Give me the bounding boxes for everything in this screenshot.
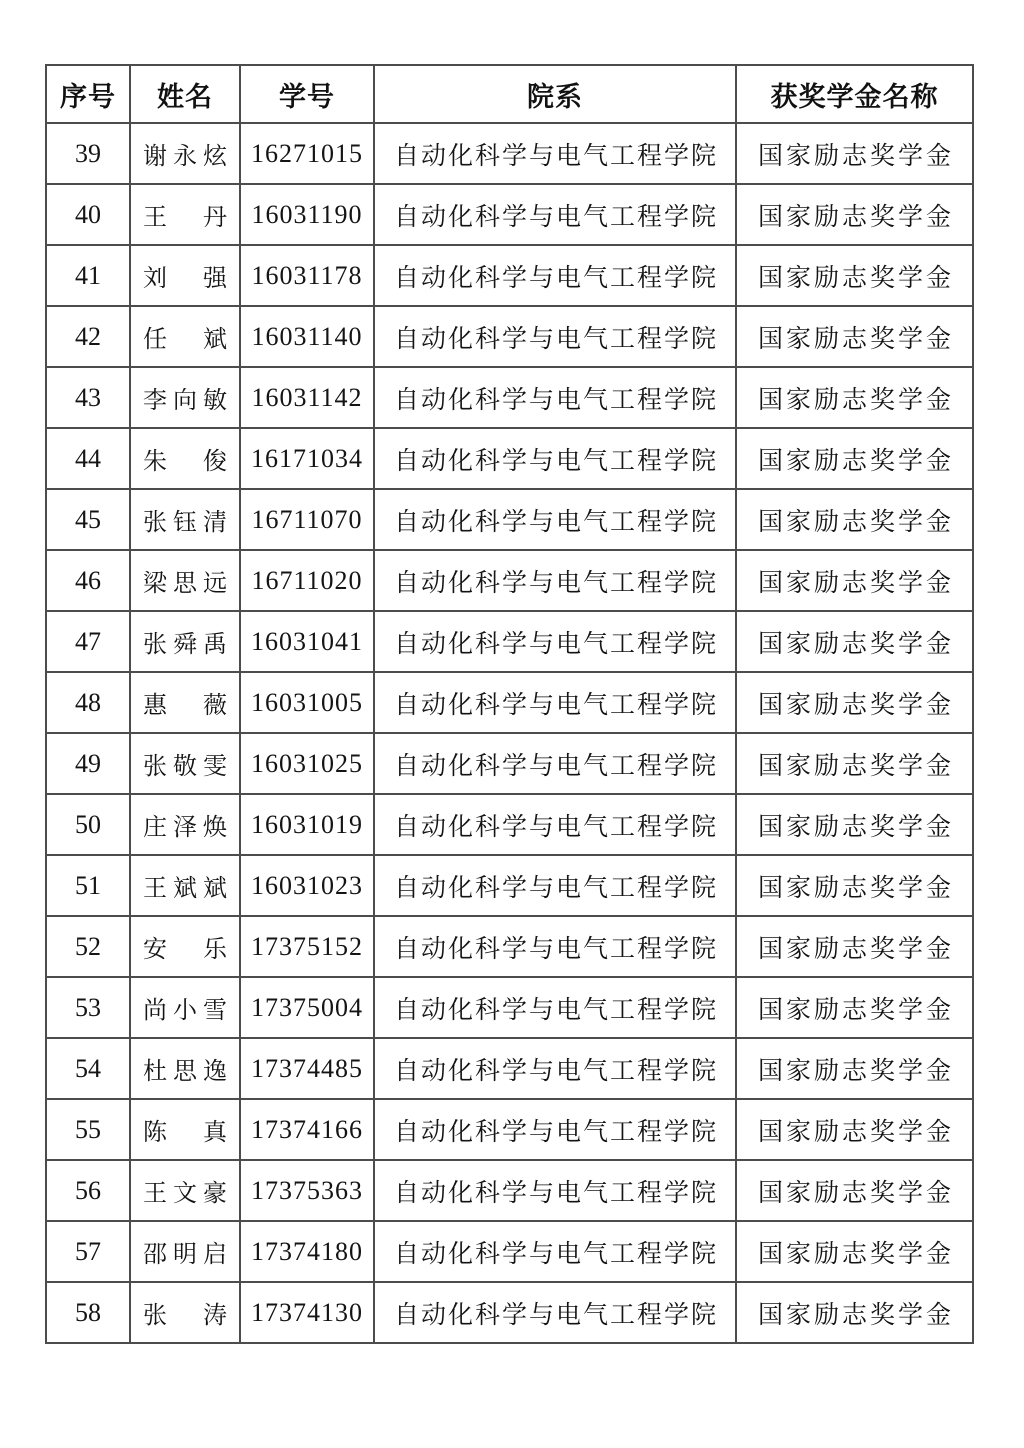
cell-department: 自动化科学与电气工程学院	[374, 550, 736, 611]
cell-scholarship: 国家励志奖学金	[736, 1038, 973, 1099]
cell-department: 自动化科学与电气工程学院	[374, 1038, 736, 1099]
cell-scholarship: 国家励志奖学金	[736, 855, 973, 916]
cell-serial: 41	[46, 245, 130, 306]
cell-scholarship: 国家励志奖学金	[736, 1282, 973, 1343]
cell-department: 自动化科学与电气工程学院	[374, 977, 736, 1038]
column-header-scholarship: 获奖学金名称	[736, 65, 973, 123]
cell-serial: 57	[46, 1221, 130, 1282]
cell-student-id: 17375004	[240, 977, 374, 1038]
cell-scholarship: 国家励志奖学金	[736, 1221, 973, 1282]
table-row	[46, 245, 973, 306]
table-row	[46, 306, 973, 367]
cell-name: 安 乐	[130, 916, 240, 977]
scholarship-table	[45, 64, 974, 1344]
table-row	[46, 489, 973, 550]
table-row	[46, 428, 973, 489]
cell-student-id: 17374166	[240, 1099, 374, 1160]
cell-student-id: 17375152	[240, 916, 374, 977]
cell-department: 自动化科学与电气工程学院	[374, 794, 736, 855]
cell-name: 惠 薇	[130, 672, 240, 733]
cell-serial: 42	[46, 306, 130, 367]
table-row	[46, 977, 973, 1038]
cell-student-id: 17374180	[240, 1221, 374, 1282]
table-row	[46, 855, 973, 916]
cell-name: 刘 强	[130, 245, 240, 306]
cell-department: 自动化科学与电气工程学院	[374, 489, 736, 550]
cell-name: 陈 真	[130, 1099, 240, 1160]
cell-student-id: 16031023	[240, 855, 374, 916]
cell-student-id: 16031142	[240, 367, 374, 428]
cell-scholarship: 国家励志奖学金	[736, 611, 973, 672]
cell-department: 自动化科学与电气工程学院	[374, 855, 736, 916]
cell-student-id: 16031178	[240, 245, 374, 306]
cell-department: 自动化科学与电气工程学院	[374, 306, 736, 367]
table-row	[46, 1099, 973, 1160]
cell-department: 自动化科学与电气工程学院	[374, 611, 736, 672]
cell-name: 张钰清	[130, 489, 240, 550]
cell-name: 梁思远	[130, 550, 240, 611]
cell-department: 自动化科学与电气工程学院	[374, 1099, 736, 1160]
cell-serial: 58	[46, 1282, 130, 1343]
table-row	[46, 672, 973, 733]
cell-department: 自动化科学与电气工程学院	[374, 428, 736, 489]
cell-student-id: 16711070	[240, 489, 374, 550]
cell-name: 杜思逸	[130, 1038, 240, 1099]
cell-name: 王 丹	[130, 184, 240, 245]
header-row	[46, 65, 973, 123]
table-body	[46, 123, 973, 1343]
cell-scholarship: 国家励志奖学金	[736, 916, 973, 977]
cell-serial: 43	[46, 367, 130, 428]
table-row	[46, 367, 973, 428]
cell-student-id: 17375363	[240, 1160, 374, 1221]
cell-department: 自动化科学与电气工程学院	[374, 367, 736, 428]
table-row	[46, 916, 973, 977]
cell-department: 自动化科学与电气工程学院	[374, 184, 736, 245]
cell-name: 王文豪	[130, 1160, 240, 1221]
cell-scholarship: 国家励志奖学金	[736, 1099, 973, 1160]
cell-serial: 53	[46, 977, 130, 1038]
cell-name: 邵明启	[130, 1221, 240, 1282]
cell-department: 自动化科学与电气工程学院	[374, 916, 736, 977]
cell-student-id: 16031190	[240, 184, 374, 245]
cell-scholarship: 国家励志奖学金	[736, 1160, 973, 1221]
cell-name: 张舜禹	[130, 611, 240, 672]
cell-student-id: 16031041	[240, 611, 374, 672]
cell-serial: 46	[46, 550, 130, 611]
table-row	[46, 184, 973, 245]
cell-scholarship: 国家励志奖学金	[736, 550, 973, 611]
table-row	[46, 611, 973, 672]
cell-serial: 40	[46, 184, 130, 245]
cell-scholarship: 国家励志奖学金	[736, 184, 973, 245]
cell-name: 谢永炫	[130, 123, 240, 184]
cell-name: 朱 俊	[130, 428, 240, 489]
cell-serial: 54	[46, 1038, 130, 1099]
cell-serial: 55	[46, 1099, 130, 1160]
cell-name: 张 涛	[130, 1282, 240, 1343]
cell-scholarship: 国家励志奖学金	[736, 367, 973, 428]
cell-scholarship: 国家励志奖学金	[736, 245, 973, 306]
table-row	[46, 550, 973, 611]
column-header-serial: 序号	[46, 65, 130, 123]
cell-serial: 51	[46, 855, 130, 916]
table-row	[46, 1282, 973, 1343]
cell-department: 自动化科学与电气工程学院	[374, 1282, 736, 1343]
table-row	[46, 1221, 973, 1282]
table-row	[46, 1038, 973, 1099]
cell-name: 任 斌	[130, 306, 240, 367]
cell-scholarship: 国家励志奖学金	[736, 977, 973, 1038]
column-header-student-id: 学号	[240, 65, 374, 123]
cell-scholarship: 国家励志奖学金	[736, 489, 973, 550]
cell-serial: 47	[46, 611, 130, 672]
cell-serial: 52	[46, 916, 130, 977]
cell-student-id: 17374485	[240, 1038, 374, 1099]
cell-serial: 45	[46, 489, 130, 550]
cell-student-id: 17374130	[240, 1282, 374, 1343]
cell-scholarship: 国家励志奖学金	[736, 306, 973, 367]
cell-serial: 39	[46, 123, 130, 184]
cell-student-id: 16271015	[240, 123, 374, 184]
cell-student-id: 16031005	[240, 672, 374, 733]
cell-department: 自动化科学与电气工程学院	[374, 123, 736, 184]
cell-scholarship: 国家励志奖学金	[736, 672, 973, 733]
cell-serial: 49	[46, 733, 130, 794]
cell-student-id: 16031019	[240, 794, 374, 855]
cell-department: 自动化科学与电气工程学院	[374, 1221, 736, 1282]
table-row	[46, 1160, 973, 1221]
cell-student-id: 16711020	[240, 550, 374, 611]
column-header-name: 姓名	[130, 65, 240, 123]
table-row	[46, 733, 973, 794]
cell-name: 王斌斌	[130, 855, 240, 916]
cell-department: 自动化科学与电气工程学院	[374, 733, 736, 794]
table-row	[46, 794, 973, 855]
cell-student-id: 16031140	[240, 306, 374, 367]
table-row	[46, 123, 973, 184]
cell-serial: 50	[46, 794, 130, 855]
cell-student-id: 16031025	[240, 733, 374, 794]
cell-scholarship: 国家励志奖学金	[736, 733, 973, 794]
cell-name: 庄泽焕	[130, 794, 240, 855]
cell-department: 自动化科学与电气工程学院	[374, 672, 736, 733]
cell-scholarship: 国家励志奖学金	[736, 123, 973, 184]
column-header-department: 院系	[374, 65, 736, 123]
cell-student-id: 16171034	[240, 428, 374, 489]
cell-serial: 48	[46, 672, 130, 733]
cell-scholarship: 国家励志奖学金	[736, 794, 973, 855]
cell-serial: 44	[46, 428, 130, 489]
cell-department: 自动化科学与电气工程学院	[374, 1160, 736, 1221]
cell-scholarship: 国家励志奖学金	[736, 428, 973, 489]
cell-name: 张敬雯	[130, 733, 240, 794]
cell-serial: 56	[46, 1160, 130, 1221]
cell-department: 自动化科学与电气工程学院	[374, 245, 736, 306]
cell-name: 尚小雪	[130, 977, 240, 1038]
cell-name: 李向敏	[130, 367, 240, 428]
